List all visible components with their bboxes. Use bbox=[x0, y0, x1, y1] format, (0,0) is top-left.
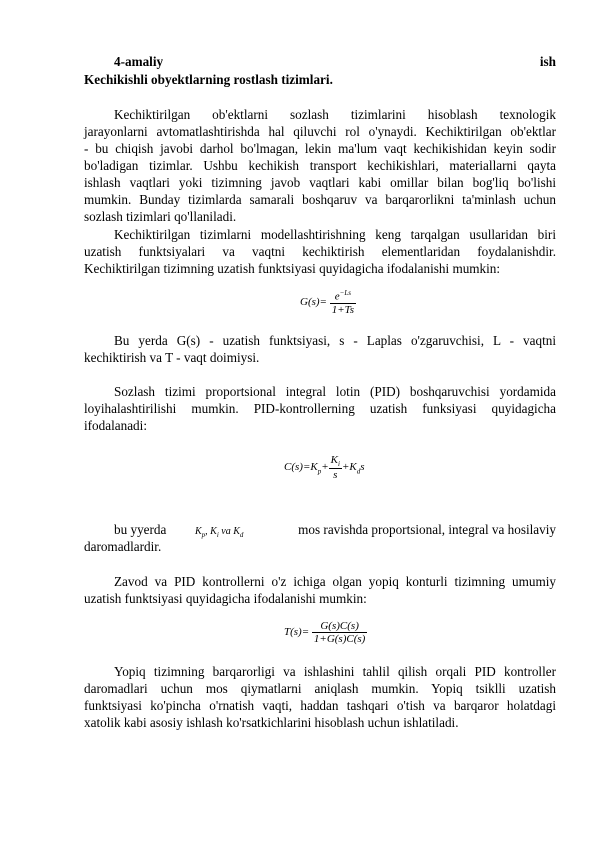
paragraph-1-line: ishlash vaqtlari yoki tizimning javob vaqtlari kabi omillar bilan bog'liq bo'lishi bbox=[84, 175, 556, 190]
formula-denominator: 1+Ts bbox=[331, 303, 355, 316]
formula-operator: + bbox=[321, 461, 329, 474]
paragraph-5-line: daromadlardir. bbox=[84, 539, 162, 554]
formula-numerator: e bbox=[334, 290, 340, 303]
formula-closed-loop bbox=[284, 620, 367, 645]
paragraph-1-line: mumkin. Bunday tizimlarda samarali boshqaruv va barqarorlikni ta'minlash uchun bbox=[84, 192, 556, 207]
paragraph-2-line: uzatish funktsiyalari va vaqtni kechiktirish elementlaridan foydalanishdir. bbox=[84, 244, 556, 259]
formula-exponent: −Ls bbox=[339, 289, 351, 297]
formula-fraction bbox=[329, 454, 342, 481]
formula-lhs: T(s)= bbox=[284, 626, 310, 639]
page-subtitle: Kechikishli obyektlarning rostlash tizimlari. bbox=[84, 72, 333, 87]
formula-denominator: 1+G(s)C(s) bbox=[313, 633, 366, 645]
formula-denominator: s bbox=[333, 469, 338, 482]
formula-lhs: G(s)= bbox=[300, 295, 327, 308]
paragraph-1-line: - bu chiqish javobi darhol bo'lmagan, lekin ma'lum vaqt kechikishidan keyin sodir bbox=[84, 141, 556, 156]
paragraph-1-line: bo'ladigan tizimlar. Ushbu kechikish transport kechikishlari, materiallarni qayta bbox=[84, 158, 556, 173]
paragraph-7-line: funktsiyasi ko'pincha o'rnatish vaqti, haddan tashqari o'tish va barqaror holatdagi bbox=[84, 698, 556, 713]
paragraph-3-line: Bu yerda G(s) - uzatish funktsiyasi, s - Laplas o'zgaruvchisi, L - vaqtni bbox=[114, 333, 556, 348]
formula-term: +K bbox=[341, 461, 357, 474]
paragraph-7-line: xatolik kabi asosiy ishlash ko'rsatkichlarini hisoblash uchun ishlatiladi. bbox=[84, 715, 459, 730]
formula-numerator: G(s)C(s) bbox=[312, 620, 367, 633]
formula-subscript: p bbox=[317, 467, 322, 476]
paragraph-5-start: bu yyerda bbox=[114, 522, 167, 537]
paragraph-5-rest: mos ravishda proportsional, integral va hosilaviy bbox=[298, 522, 556, 537]
paragraph-7-line: daromadlari uchun mos qiymatlarni aniqlash mumkin. Yopiq tsiklli uzatish bbox=[84, 681, 556, 696]
paragraph-6-line: Zavod va PID kontrollerni o'z ichiga olgan yopiq konturli tizimning umumiy bbox=[114, 574, 556, 589]
paragraph-7-line: Yopiq tizimning barqarorligi va ishlashini tahlil qilish orqali PID kontroller bbox=[114, 664, 556, 679]
assignment-word: ish bbox=[539, 54, 556, 69]
formula-pid bbox=[284, 454, 365, 481]
paragraph-6-line: uzatish funktsiyasi quyidagicha ifodalanishi mumkin: bbox=[84, 591, 367, 606]
formula-term: s bbox=[360, 461, 365, 474]
formula-fraction bbox=[312, 620, 367, 645]
assignment-number: 4-amaliy bbox=[114, 54, 164, 69]
paragraph-4-line: ifodalanadi: bbox=[84, 418, 147, 433]
paragraph-3-line: kechiktirish va T - vaqt doimiysi. bbox=[84, 350, 260, 365]
paragraph-1-line: jarayonlarni avtomatlashtirishda hal qiluvchi rol o'ynaydi. Kechiktirilgan ob'ektlar bbox=[84, 124, 556, 139]
formula-subscript: d bbox=[356, 467, 361, 476]
formula-lhs: C(s)=K bbox=[284, 461, 318, 474]
paragraph-4-line: loyihalashtirilishi mumkin. PID-kontrollerning uzatish funksiyasi quyidagicha bbox=[84, 401, 556, 416]
paragraph-2-line: Kechiktirilgan tizimning uzatish funktsiyasi quyidagicha ifodalanishi mumkin: bbox=[84, 261, 501, 276]
formula-subscript: i bbox=[338, 460, 340, 469]
paragraph-4-line: Sozlash tizimi proportsional integral lotin (PID) boshqaruvchisi yordamida bbox=[114, 384, 556, 399]
paragraph-2-line: Kechiktirilgan tizimlarni modellashtirishning keng tarqalgan usullaridan biri bbox=[114, 227, 556, 242]
heading-row bbox=[114, 54, 556, 70]
formula-fraction bbox=[330, 289, 356, 316]
formula-transfer-function bbox=[300, 289, 356, 316]
inline-gains: $K_p$, $K_i$ va $K_d$ bbox=[194, 526, 244, 539]
paragraph-1-line: sozlash tizimlari qo'llaniladi. bbox=[84, 209, 237, 224]
formula-numerator: K bbox=[330, 454, 338, 466]
paragraph-1-line: Kechiktirilgan ob'ektlarni sozlash tizimlarini hisoblash texnologik bbox=[114, 107, 556, 122]
